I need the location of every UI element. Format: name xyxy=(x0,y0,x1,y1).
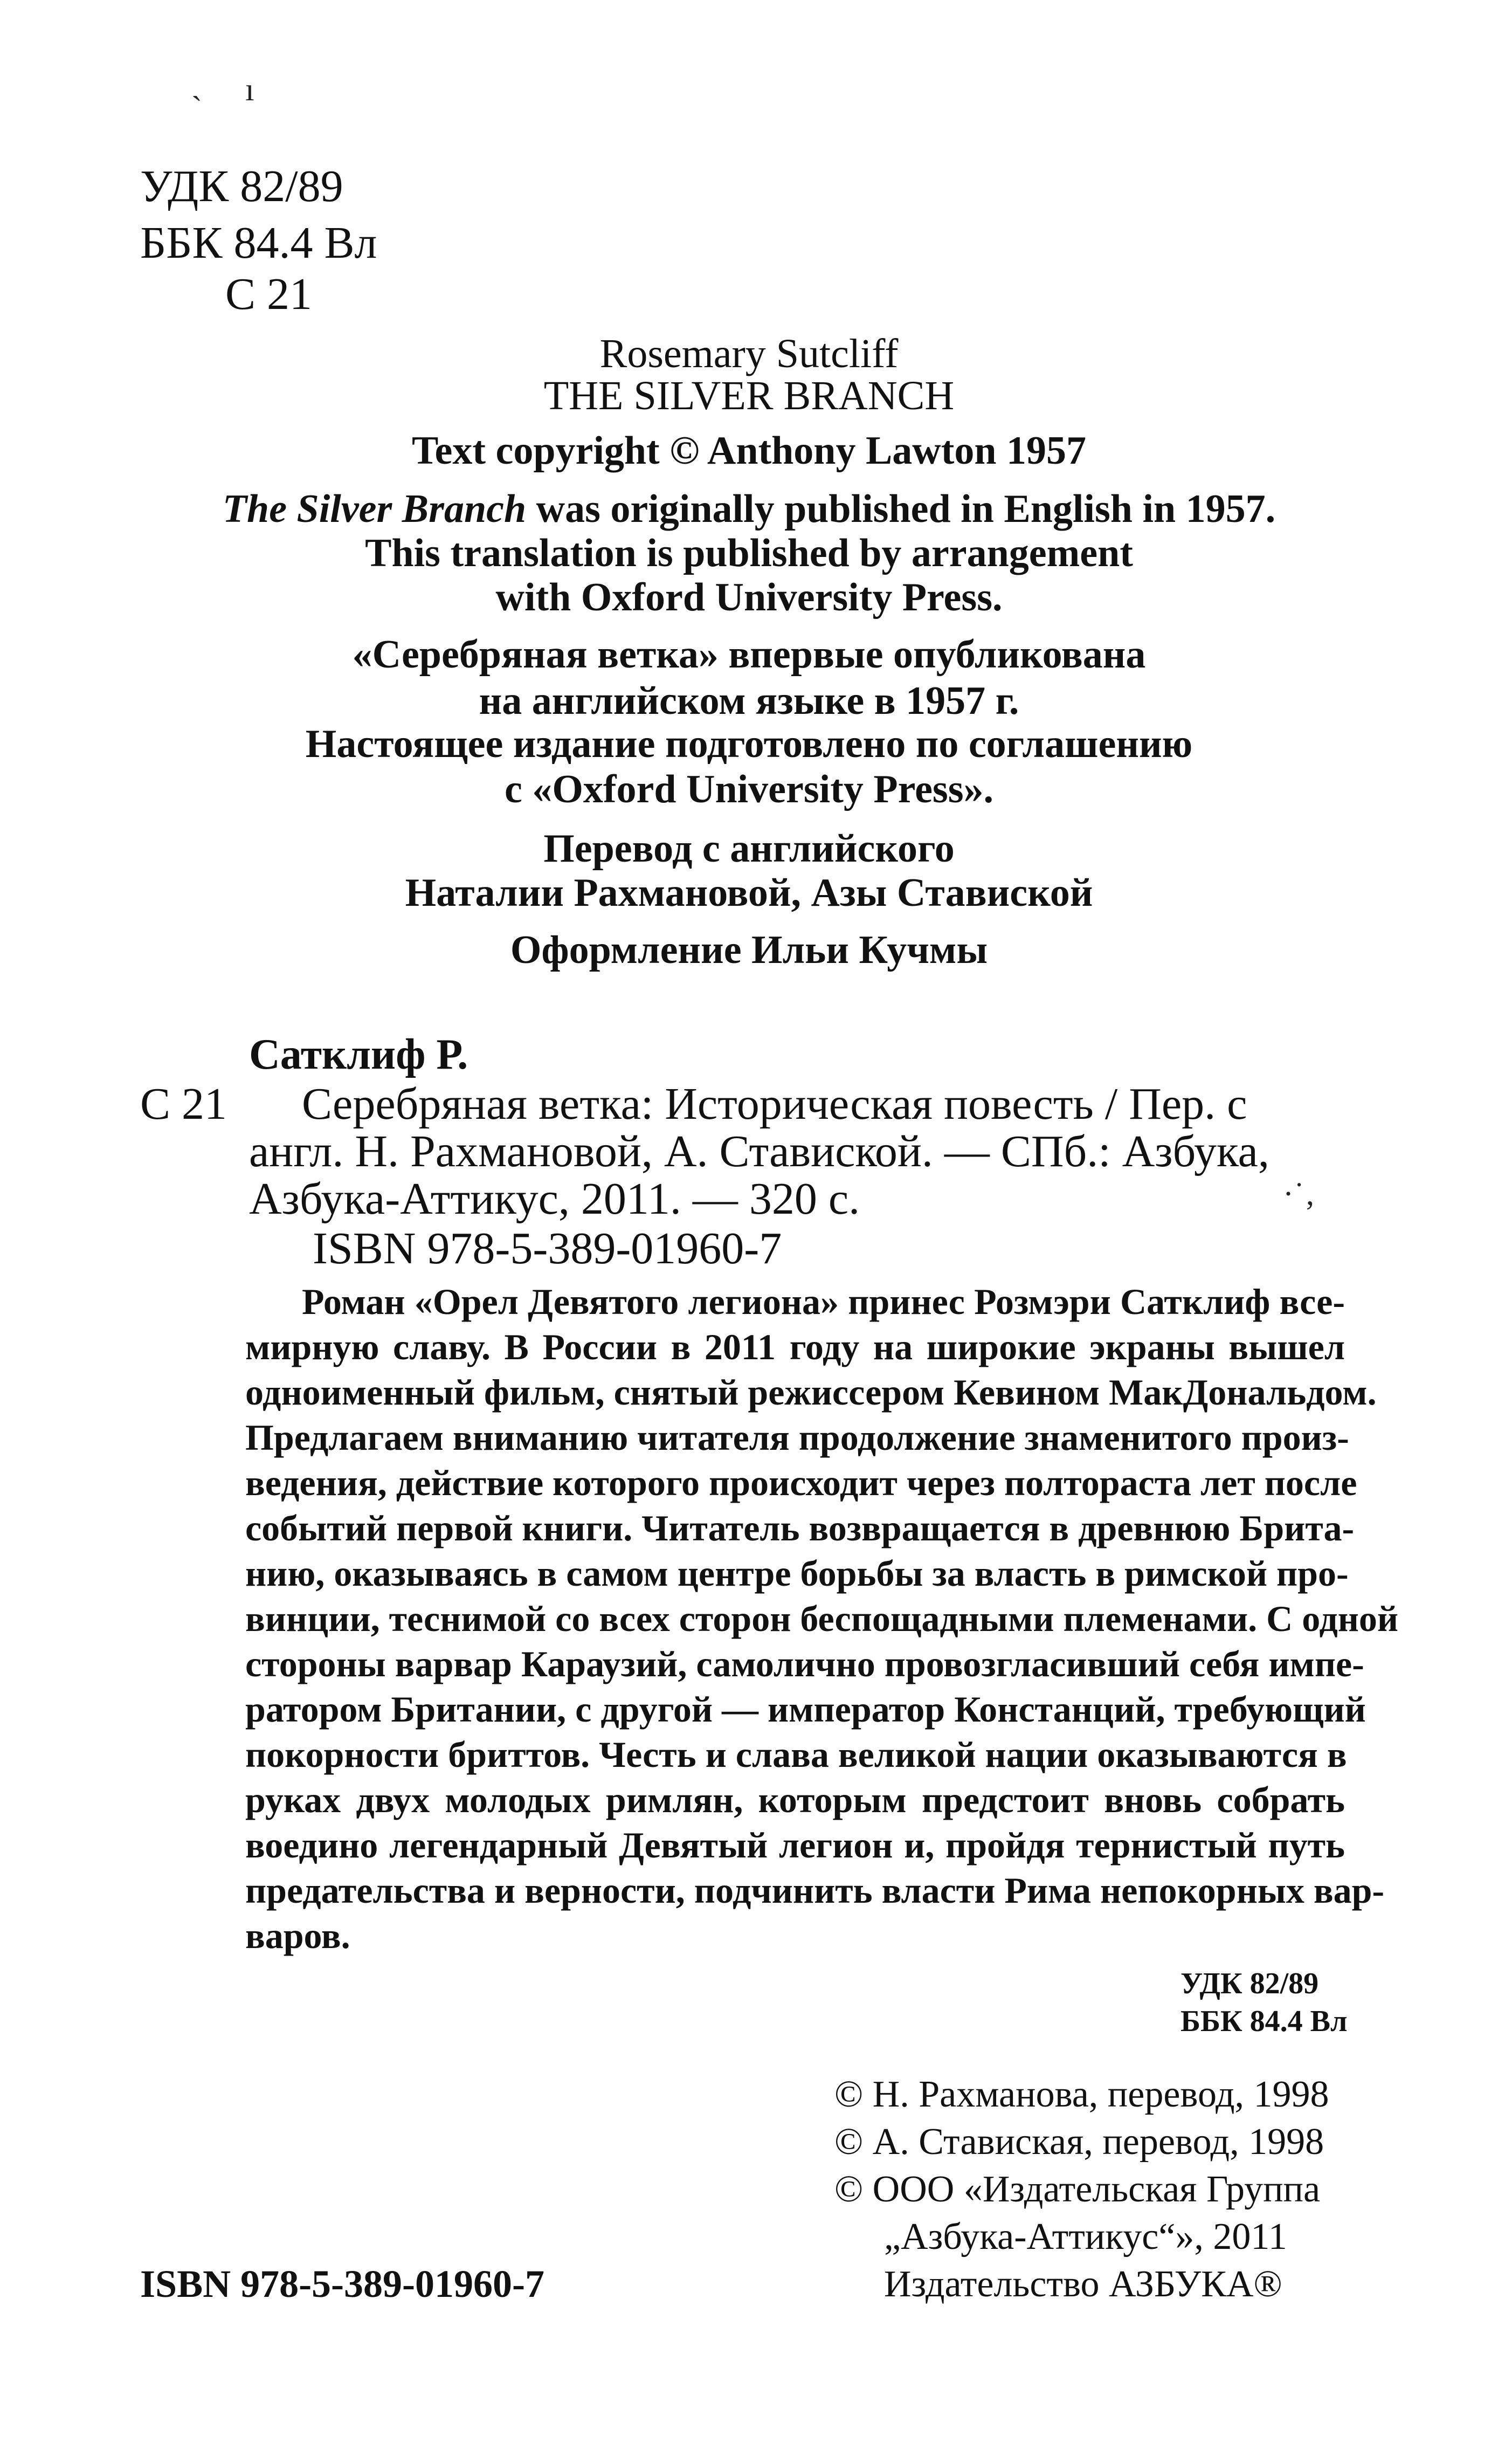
footer-udk: УДК 82/89 xyxy=(1181,1967,1319,2000)
stray-mark: ·˙‚ xyxy=(1283,1176,1315,1212)
catalog-code: С 21 xyxy=(140,1079,227,1129)
annotation-line: покорности бриттов. Честь и слава великой нации оказываются в xyxy=(245,1734,1347,1775)
translation-note: This translation is published by arrangement xyxy=(365,531,1133,575)
annotation-line: винции, теснимой со всех сторон беспощадными племенами. С одной xyxy=(245,1598,1399,1639)
annotation-line: ратором Британии, с другой — император Констанций, требующий xyxy=(245,1689,1366,1730)
bottom-isbn: ISBN 978-5-389-01960-7 xyxy=(140,2262,544,2305)
annotation-line: одноименный фильм, снятый режиссером Кевином МакДональдом. xyxy=(245,1372,1377,1413)
copyright-2: © А. Ставиская, перевод, 1998 xyxy=(834,2121,1324,2163)
annotation-line: событий первой книги. Читатель возвращается в древнюю Брита- xyxy=(245,1508,1355,1548)
annotation-line: варов. xyxy=(245,1915,350,1956)
russian-note-4: с «Oxford University Press». xyxy=(504,767,994,811)
catalog-line-3: Азбука-Аттикус, 2011. — 320 с. xyxy=(249,1174,860,1224)
copyright-3b: „Азбука-Аттикус“», 2011 xyxy=(884,2216,1287,2257)
catalog-isbn: ISBN 978-5-389-01960-7 xyxy=(313,1223,782,1274)
design-credit: Оформление Ильи Кучмы xyxy=(510,928,988,972)
annotation-line: стороны варвар Караузий, самолично провозгласивший себя импе- xyxy=(245,1643,1364,1684)
russian-note-1: «Серебряная ветка» впервые опубликована xyxy=(352,632,1146,677)
annotation-line: воедино легендарный Девятый легион и, пройдя тернистый путь xyxy=(245,1825,1345,1866)
publication-note-title: The Silver Branch xyxy=(222,487,527,531)
translation-note-2: with Oxford University Press. xyxy=(495,575,1003,620)
original-author: Rosemary Sutcliff xyxy=(599,331,899,376)
text-copyright: Text copyright © Anthony Lawton 1957 xyxy=(411,429,1087,473)
bbk-code: ББК 84.4 Вл xyxy=(140,218,377,268)
russian-note-2: на английском языке в 1957 г. xyxy=(479,679,1019,723)
stray-mark: ı xyxy=(245,72,254,107)
annotation-line: нию, оказываясь в самом центре борьбы за власть в римской про- xyxy=(245,1553,1349,1594)
stray-mark: ˏ xyxy=(191,65,202,101)
udk-code: УДК 82/89 xyxy=(140,161,343,211)
translation-label: Перевод с английского xyxy=(543,827,955,871)
copyright-1: © Н. Рахманова, перевод, 1998 xyxy=(834,2074,1329,2115)
russian-note-3: Настоящее издание подготовлено по соглашению xyxy=(305,722,1193,766)
publication-note-text: was originally published in English in 1957. xyxy=(526,487,1276,531)
footer-bbk: ББК 84.4 Вл xyxy=(1181,2005,1348,2038)
catalog-line-1: Серебряная ветка: Историческая повесть / Пер. с xyxy=(302,1079,1247,1129)
translators: Наталии Рахмановой, Азы Ставиской xyxy=(405,871,1093,915)
publisher-line: Издательство АЗБУКА® xyxy=(884,2263,1282,2305)
annotation-line: мирную славу. В России в 2011 году на широкие экраны вышел xyxy=(245,1326,1345,1367)
catalog-line-2: англ. Н. Рахмановой, А. Ставиской. — СПб.: Азбука, xyxy=(249,1126,1269,1176)
annotation-line: Роман «Орел Девятого легиона» принес Розмэри Сатклиф все- xyxy=(302,1281,1345,1322)
annotation-line: Предлагаем вниманию читателя продолжение знаменитого произ- xyxy=(245,1417,1349,1458)
catalog-author: Сатклиф Р. xyxy=(249,1031,468,1078)
annotation-line: руках двух молодых римлян, которым предстоит вновь собрать xyxy=(245,1779,1345,1820)
annotation-line: ведения, действие которого происходит через полтораста лет после xyxy=(245,1462,1357,1503)
annotation-line: предательства и верности, подчинить власти Рима непокорных вар- xyxy=(245,1870,1385,1911)
publication-note xyxy=(0,485,1498,533)
author-mark-code: С 21 xyxy=(225,269,313,319)
original-title: THE SILVER BRANCH xyxy=(543,373,955,418)
copyright-3: © ООО «Издательская Группа xyxy=(834,2169,1321,2210)
